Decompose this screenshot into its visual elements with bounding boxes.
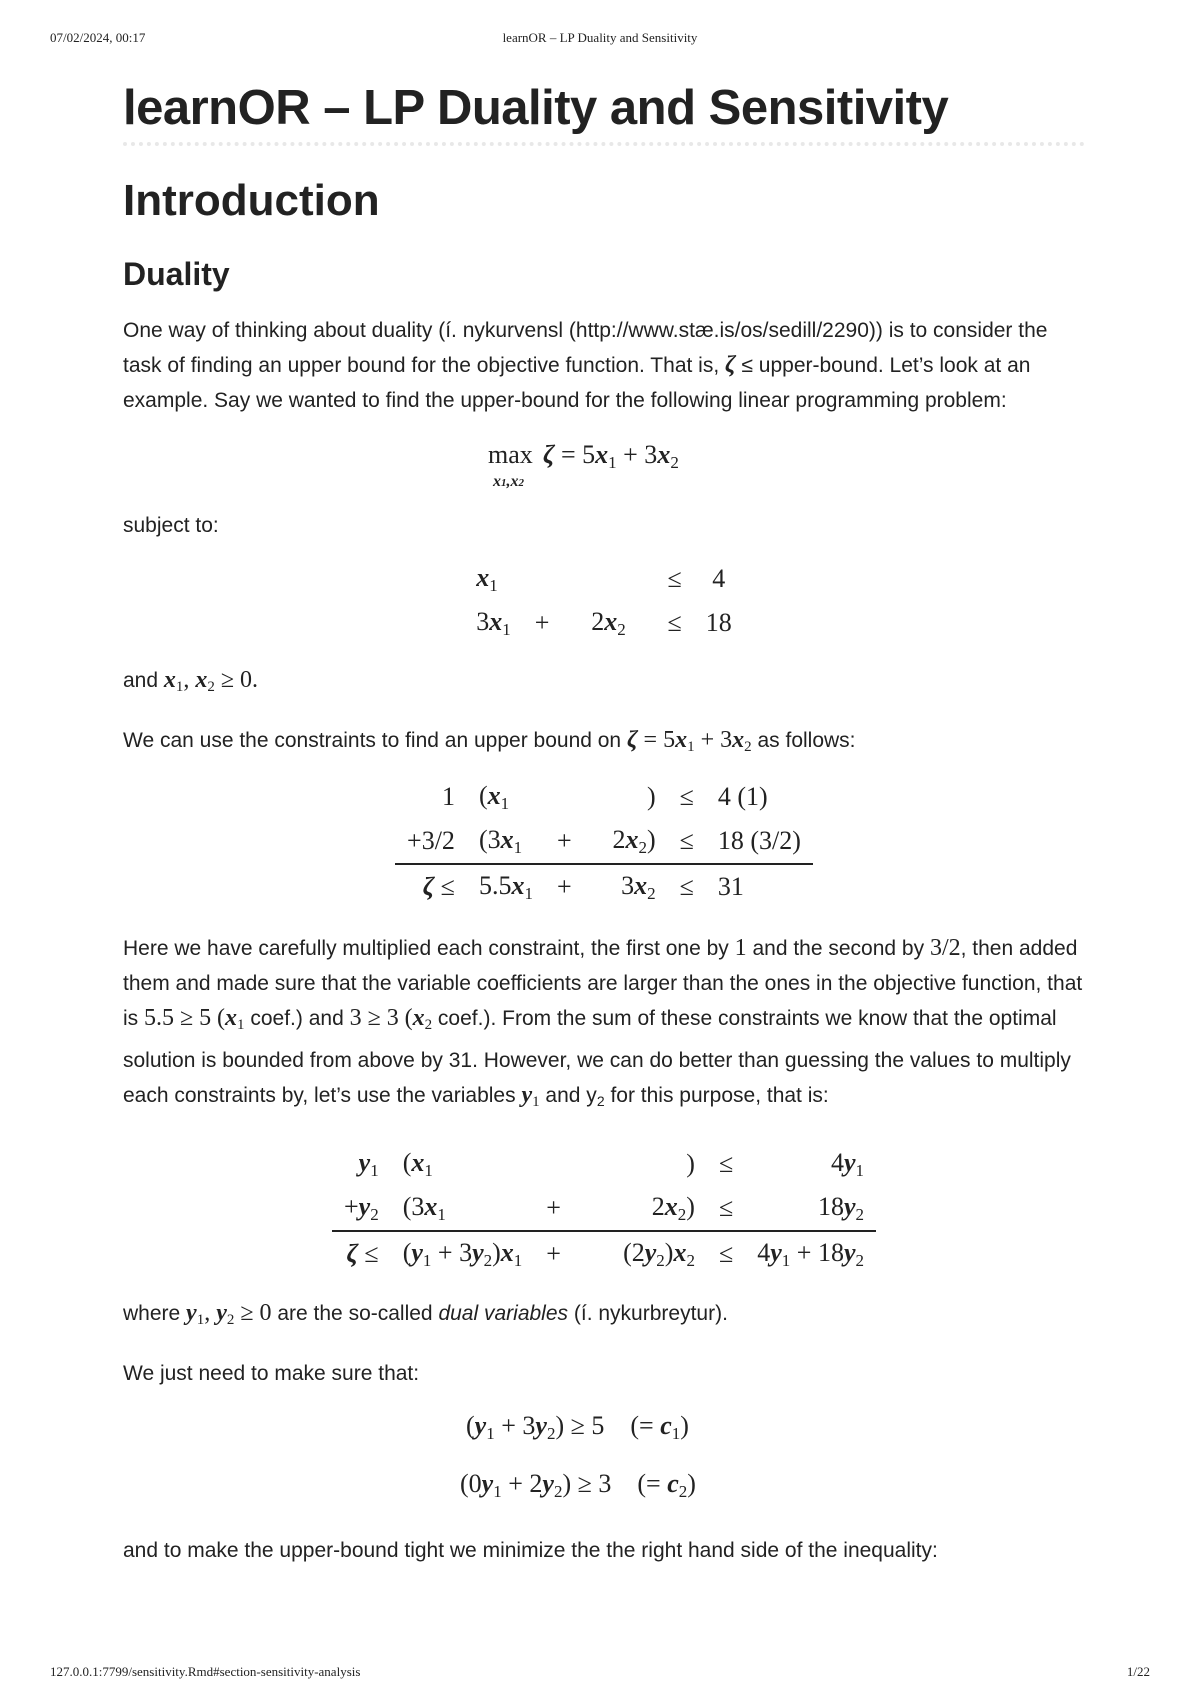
document-title: learnOR – LP Duality and Sensitivity [123,80,1085,146]
print-datetime: 07/02/2024, 00:17 [50,30,146,45]
paragraph-minimize: and to make the upper-bound tight we minimize the the right hand side of the inequality: [123,1539,938,1562]
paragraph-explanation: Here we have carefully multiplied each constraint, the first one by 1 and the second by 3/2, then added them and made sure that the variable coefficients are larger than the ones in the objective function, that is 5.5 ≥ 5 ($x_1$ coef.) and 3 ≥ 3 ($x_2$ coef.). From the sum of these constraints we know that the optimal solution is bounded from above by 31. However, we can do better than guessing the values to multiply each constraints by, let’s use the variables $y_1$ and $y_2$ for this purpose, that is: [123,935,1083,1110]
paragraph-upper-bound: We can use the constraints to find an upper bound on $\zeta = 5x_1 + 3x_2$ as follows: [123,727,856,755]
dual-variables-table: y1 (x1 ) ≤ 4y1 +y2 (3x1 + 2x2) ≤ 18y2 ζ ≤ (y1 + 3y2)x1 + (2y2)x2 ≤ 4y1 + 18y2 [332,1142,876,1276]
constraints-table: x1 ≤ 4 3x1 + 2x2 ≤ 18 [476,562,732,639]
subject-to-label: subject to: [123,514,219,537]
section-title-introduction: Introduction [123,176,380,225]
paragraph-nonnegativity: and $x_1$, $x_2 \ge 0$. [123,667,259,695]
dual-constraints: (y1 + 3y2) ≥ 5 (= c1) (0y1 + 2y2) ≥ 3 (= c2) [460,1411,696,1501]
paragraph-make-sure: We just need to make sure that: [123,1362,420,1385]
dual-variables-term: dual variables [438,1302,569,1325]
document-content [123,80,1085,1568]
paragraph-duality-intro: One way of thinking about duality (í. nykurvensl (http://www.stæ.is/os/sedill/2290)) is to consider the task of finding an upper bound for the objective function. That is, ζ ≤ upper-bound. Let’s look at an example. Say we wanted to find the upper-bound for the following linear programming problem: [123,319,1048,412]
glossary-link[interactable]: nykurvensl (http://www.stæ.is/os/sedill/2290) [462,319,876,342]
print-footer [50,1664,1150,1684]
print-page-number: 1/22 [1126,1664,1150,1679]
print-header [50,30,1150,50]
paragraph-dual-variables: where $y_1$, $y_2 \ge 0$ are the so-called dual variables (í. nykurbreytur). [123,1300,728,1328]
multiplied-constraints-table: 1 (x1 ) ≤ 4 (1) +3/2 (3x1 + 2x2) ≤ 18 (3/2) ζ ≤ 5.5x1 + 3x2 ≤ 31 [395,775,813,909]
print-page-title: learnOR – LP Duality and Sensitivity [502,30,698,45]
print-url: 127.0.0.1:7799/sensitivity.Rmd#section-sensitivity-analysis [50,1664,361,1679]
subsection-title-duality: Duality [123,256,230,292]
objective-function: max x1,x2 ζ = 5x1 + 3x2 [488,440,679,490]
